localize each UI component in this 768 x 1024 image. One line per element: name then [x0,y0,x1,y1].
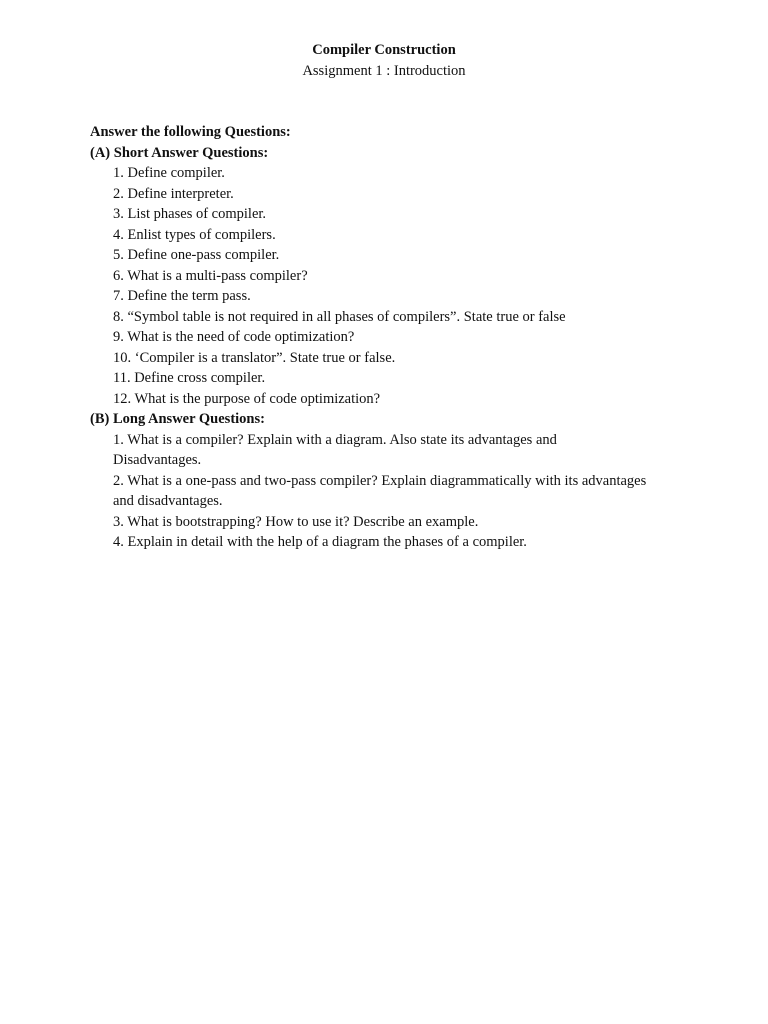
long-question-3: 3. What is bootstrapping? How to use it? Describe an example. [113,513,479,530]
short-question-4: 4. Enlist types of compilers. [113,226,276,243]
short-question-6: 6. What is a multi-pass compiler? [113,267,308,284]
long-question-1-line-2: Disadvantages. [113,452,202,468]
short-question-2: 2. Define interpreter. [113,185,234,202]
short-question-1: 1. Define compiler. [113,165,225,181]
long-question-4: 4. Explain in detail with the help of a diagram the phases of a compiler. [113,534,527,550]
short-question-11: 11. Define cross compiler. [113,370,266,386]
long-question-2-line-1: 2. What is a one-pass and two-pass compiler? Explain diagrammatically with its advantages [113,472,647,489]
document-header [0,40,768,81]
long-answer-list [90,430,690,553]
document-subtitle: Assignment 1 : Introduction [302,63,466,79]
document-body [90,122,690,553]
section-b-heading: (B) Long Answer Questions: [90,411,265,427]
short-question-3: 3. List phases of compiler. [113,206,267,222]
short-question-7: 7. Define the term pass. [113,288,251,304]
short-question-8: 8. “Symbol table is not required in all phases of compilers”. State true or false [113,308,566,325]
section-a-heading: (A) Short Answer Questions: [90,144,269,161]
long-question-2-line-2: and disadvantages. [113,493,223,509]
document-title: Compiler Construction [312,42,456,58]
short-answer-list [90,163,690,409]
short-question-10: 10. ‘Compiler is a translator”. State true or false. [113,349,396,366]
short-question-5: 5. Define one-pass compiler. [113,247,280,263]
short-question-12: 12. What is the purpose of code optimization? [113,390,381,407]
short-question-9: 9. What is the need of code optimization? [113,329,355,345]
long-question-1-line-1: 1. What is a compiler? Explain with a diagram. Also state its advantages and [113,431,557,448]
instruction-heading: Answer the following Questions: [90,124,291,140]
